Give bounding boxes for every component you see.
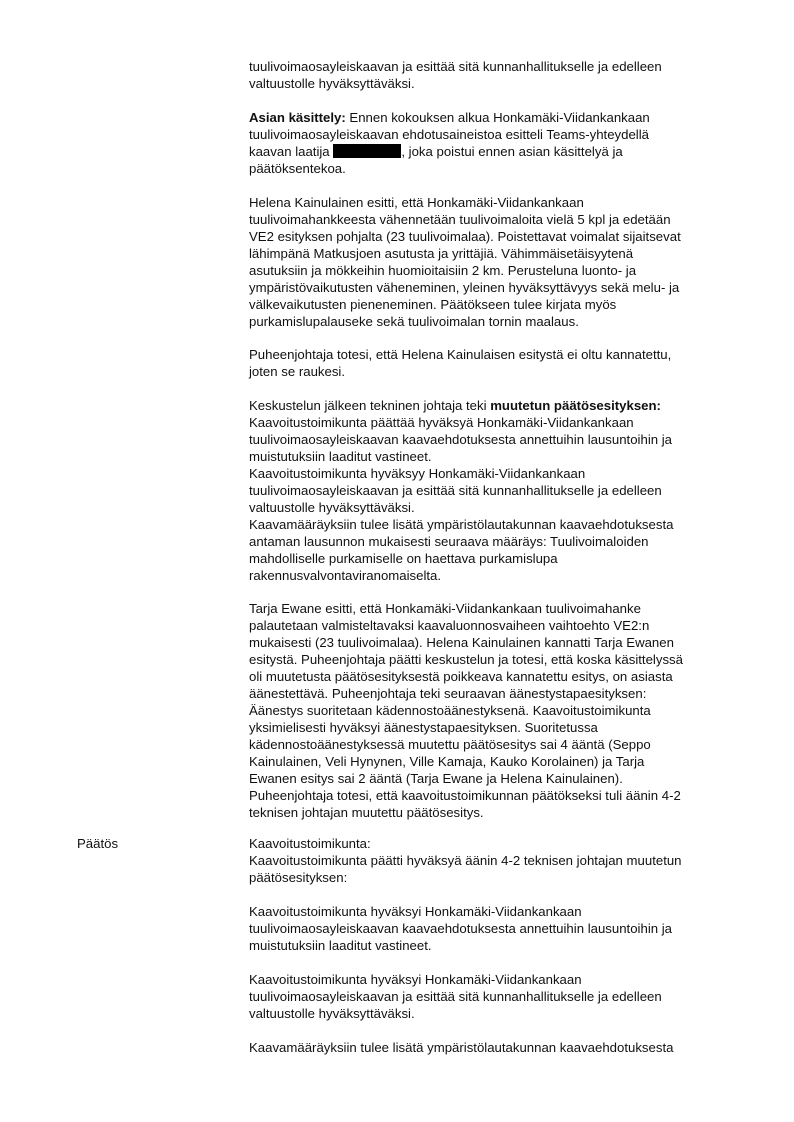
text-line: Kaavamääräyksiin tulee lisätä ympäristölautakunnan kaavaehdotuksesta [249, 1040, 674, 1055]
text-line: valtuustolle hyväksyttäväksi. [249, 1006, 415, 1021]
text-line: Kaavamääräyksiin tulee lisätä ympäristölautakunnan kaavaehdotuksesta [249, 517, 674, 532]
text-line: äänestettävä. Puheenjohtaja teki seuraavan äänestystapaesityksen: [249, 686, 647, 701]
redaction-bar [333, 144, 401, 158]
text-line: Kaavoitustoimikunta hyväksyy Honkamäki-Viidankankaan [249, 466, 586, 481]
text-span: , joka poistui ennen asian käsittelyä ja [401, 144, 623, 159]
decision-approval-1-paragraph [249, 903, 749, 954]
text-line: Kainulainen, Veli Hynynen, Ville Kamaja, Kauko Korolainen) ja Tarja [249, 754, 645, 769]
text-line: Kaavoitustoimikunta hyväksyi Honkamäki-Viidankankaan [249, 904, 582, 919]
text-line: päätöksentekoa. [249, 161, 346, 176]
text-line: Tarja Ewane esitti, että Honkamäki-Viidankankaan tuulivoimahanke [249, 601, 641, 616]
text-line: tuulivoimaosayleiskaavan ja esittää sitä kunnanhallitukselle ja edelleen [249, 989, 662, 1004]
text-line: muistutuksiin laaditut vastineet. [249, 938, 432, 953]
asian-kasittely-heading: Asian käsittely: [249, 110, 346, 125]
text-line: Kaavoitustoimikunta: [249, 836, 371, 851]
text-line: Kaavoitustoimikunta päättää hyväksyä Honkamäki-Viidankankaan [249, 415, 634, 430]
decision-regulation-paragraph [249, 1039, 749, 1056]
amended-proposal-heading: muutetun päätösesityksen: [490, 398, 661, 413]
text-line: yksimielisesti hyväksyi äänestystapaesityksen. Suoritetussa [249, 720, 598, 735]
text-line: Helena Kainulainen esitti, että Honkamäki-Viidankankaan [249, 195, 584, 210]
text-line: Puheenjohtaja totesi, että kaavoitustoimikunnan päätökseksi tuli äänin 4-2 [249, 788, 681, 803]
intro-paragraph [249, 58, 749, 92]
text-line: tuulivoimaosayleiskaavan ehdotusaineistoa esitteli Teams-yhteydellä [249, 127, 650, 142]
text-line: rakennusvalvontaviranomaiselta. [249, 568, 442, 583]
text-line: oli muutetusta päätösesityksestä poikkeava kannatettu esitys, on asiasta [249, 669, 673, 684]
text-line: joten se raukesi. [249, 364, 346, 379]
text-line: teknisen johtajan muutettu päätösesitys. [249, 805, 484, 820]
text-line: antaman lausunnon mukaisesti seuraava määräys: Tuulivoimaloiden [249, 534, 649, 549]
text-line: päätösesityksen: [249, 870, 348, 885]
text-line: Puheenjohtaja totesi, että Helena Kainulaisen esitystä ei oltu kannatettu, [249, 347, 672, 362]
text-line: tuulivoimahankkeesta vähennetään tuulivoimaloita vielä 5 kpl ja edetään [249, 212, 671, 227]
tarja-proposal-paragraph [249, 600, 749, 821]
text-line: esitystä. Puheenjohtaja päätti keskustelun ja totesi, että koska käsittelyssä [249, 652, 683, 667]
text-line: valtuustolle hyväksyttäväksi. [249, 76, 415, 91]
text-line [249, 143, 749, 160]
amended-proposal-paragraph [249, 397, 749, 584]
text-line: kädennostoäänestyksessä muutettu päätösesitys sai 4 ääntä (Seppo [249, 737, 651, 752]
text-line: VE2 esityksen pohjalta (23 tuulivoimalaa). Poistettavat voimalat sijaitsevat [249, 229, 681, 244]
decision-intro-paragraph [249, 835, 749, 886]
text-span: Keskustelun jälkeen tekninen johtaja teki [249, 398, 491, 413]
text-line: Kaavoitustoimikunta päätti hyväksyä äänin 4-2 teknisen johtajan muutetun [249, 853, 682, 868]
text-line: ympäristövaikutusten väheneminen, yleinen hyväksyttävyys sekä melu- ja [249, 280, 680, 295]
decision-label: Päätös [77, 836, 119, 851]
helena-proposal-paragraph [249, 194, 749, 330]
text-line: valtuustolle hyväksyttäväksi. [249, 500, 415, 515]
text-line: tuulivoimaosayleiskaavan ja esittää sitä kunnanhallitukselle ja edelleen [249, 59, 662, 74]
text-line [249, 397, 749, 414]
text-line: tuulivoimaosayleiskaavan kaavaehdotuksesta annettuihin lausuntoihin ja [249, 432, 673, 447]
text-line: muistutuksiin laaditut vastineet. [249, 449, 432, 464]
text-line: purkamislupalauseke sekä tuulivoimalan tornin maalaus. [249, 314, 579, 329]
text-line: tuulivoimaosayleiskaavan kaavaehdotuksesta annettuihin lausuntoihin ja [249, 921, 673, 936]
text-line: palautetaan valmisteltavaksi kaavaluonnosvaiheen vaihtoehto VE2:n [249, 618, 650, 633]
asian-kasittely-paragraph [249, 109, 749, 177]
text-line: Kaavoitustoimikunta hyväksyi Honkamäki-Viidankankaan [249, 972, 582, 987]
text-line: välkevaikutusten pieneneminen. Päätökseen tulee kirjata myös [249, 297, 617, 312]
text-line: asutuksiin ja mökkeihin huomioitaisiin 2 km. Perusteluna luonto- ja [249, 263, 637, 278]
text-line [249, 109, 749, 126]
decision-approval-2-paragraph [249, 971, 749, 1022]
text-line: mukaisesti (23 tuulivoimalaa). Helena Kainulainen kannatti Tarja Ewanen [249, 635, 674, 650]
text-line: lähimpänä Matkusjoen asutusta ja yrittäjiä. Vähimmäisetäisyytenä [249, 246, 634, 261]
text-line: Äänestys suoritetaan kädennostoäänestyksenä. Kaavoitustoimikunta [249, 703, 651, 718]
chair-statement-paragraph [249, 346, 749, 380]
text-span: kaavan laatija [249, 144, 334, 159]
text-span: Ennen kokouksen alkua Honkamäki-Viidankankaan [345, 110, 650, 125]
text-line: mahdolliselle purkamiselle on haettava purkamislupa [249, 551, 558, 566]
text-line: tuulivoimaosayleiskaavan ja esittää sitä kunnanhallitukselle ja edelleen [249, 483, 662, 498]
text-line: Ewanen esitys sai 2 ääntä (Tarja Ewane ja Helena Kainulainen). [249, 771, 623, 786]
